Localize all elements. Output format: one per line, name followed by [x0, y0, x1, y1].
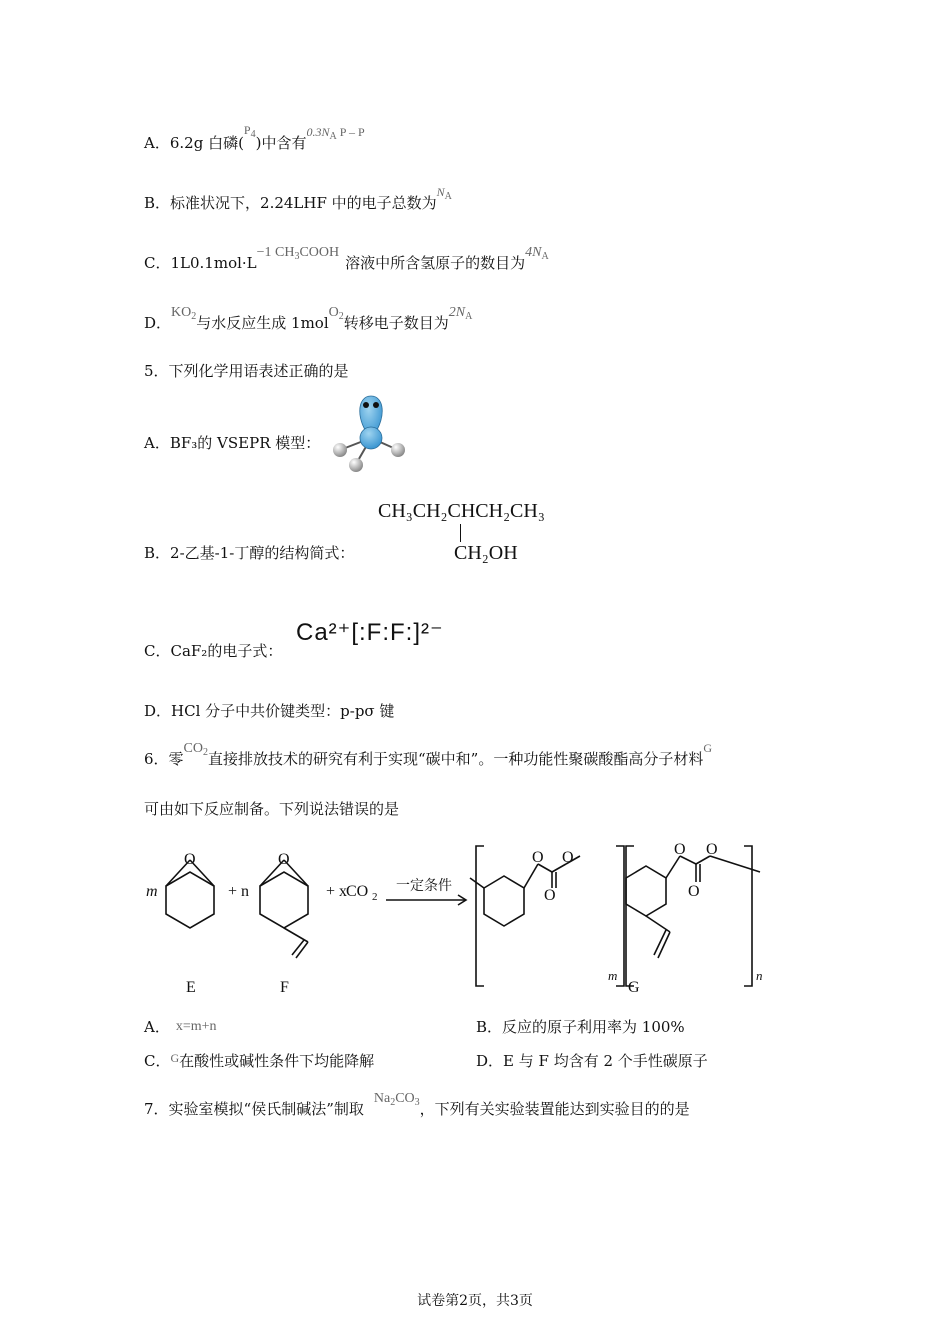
- option-label: A．: [144, 134, 170, 152]
- q6-stem-line2: 可由如下反应制备。下列说法错误的是: [144, 800, 400, 818]
- q4-option-a: A．6.2g 白磷($^{P_4}$)中含有$^{0.3N_A P - P}$: [144, 123, 365, 152]
- q6-option-d: D．E 与 F 均含有 2 个手性碳原子: [476, 1052, 708, 1070]
- q4-option-c: C．1L0.1mol·L−1 $CH_3COOH$溶液中所含氢原子的数目为$4N_A$: [144, 245, 549, 272]
- q6-option-c: C．$^G$在酸性或碱性条件下均能降解: [144, 1051, 375, 1070]
- svg-text:O: O: [544, 887, 556, 904]
- co2: CO: [346, 883, 369, 900]
- q5-option-a: A．BF₃的 VSEPR 模型：: [144, 434, 321, 452]
- svg-text:O: O: [688, 883, 700, 900]
- svg-text:O: O: [562, 849, 574, 866]
- svg-text:O: O: [532, 849, 544, 866]
- q5-option-b: B．2-乙基-1-丁醇的结构简式：: [144, 544, 355, 562]
- svg-text:O: O: [184, 851, 196, 868]
- q5-option-d: D．HCl 分子中共价键类型：p-pσ 键: [144, 702, 395, 720]
- label-e: E: [186, 979, 196, 996]
- svg-text:O: O: [706, 841, 718, 858]
- co2-sub: 2: [372, 891, 378, 903]
- vsepr-model-image: [328, 392, 412, 476]
- formula-bond: [460, 524, 461, 542]
- sub-m: m: [608, 968, 618, 983]
- q6-stem: 6．零$CO_2$直接排放技术的研究有利于实现“碳中和”。一种功能性聚碳酸酯高分子材料$^G$: [144, 741, 713, 768]
- coef-m: m: [146, 883, 158, 900]
- page-footer: 试卷第2页，共3页: [417, 1293, 533, 1309]
- formula-main-chain: CH₃CH₂CHCH₂CH₃: [378, 500, 545, 522]
- q6-option-b: B．反应的原子利用率为 100%: [476, 1018, 685, 1036]
- svg-text:O: O: [278, 851, 290, 868]
- label-f: F: [280, 979, 289, 996]
- condition: 一定条件: [396, 879, 452, 894]
- q5-option-c: C．CaF₂的电子式：: [144, 642, 283, 660]
- reaction-scheme: [140, 838, 790, 998]
- structural-formula: [378, 500, 545, 564]
- sub-n: n: [756, 968, 763, 983]
- q4-option-b: B．标准状况下，2.24LHF 中的电子总数为$^{N_A}$: [144, 185, 452, 212]
- svg-text:O: O: [674, 841, 686, 858]
- coef-n: + n: [228, 883, 250, 900]
- q5-stem: 5．下列化学用语表述正确的是: [144, 362, 349, 380]
- coef-x: + x: [326, 883, 348, 900]
- formula-branch: CH₂OH: [454, 542, 518, 564]
- label-g: G: [628, 979, 640, 996]
- electron-formula: Ca²⁺[:F:F:]²⁻: [296, 619, 444, 646]
- q6-option-a: A． x=m+n: [144, 1018, 217, 1036]
- q7-stem: 7．实验室模拟“侯氏制碱法”制取$Na_2CO_3$，下列有关实验装置能达到实验目的的是: [144, 1091, 690, 1118]
- q4-option-d: D．$KO_2$与水反应生成 1molO$_2$转移电子数目为$2N_A$: [144, 305, 473, 332]
